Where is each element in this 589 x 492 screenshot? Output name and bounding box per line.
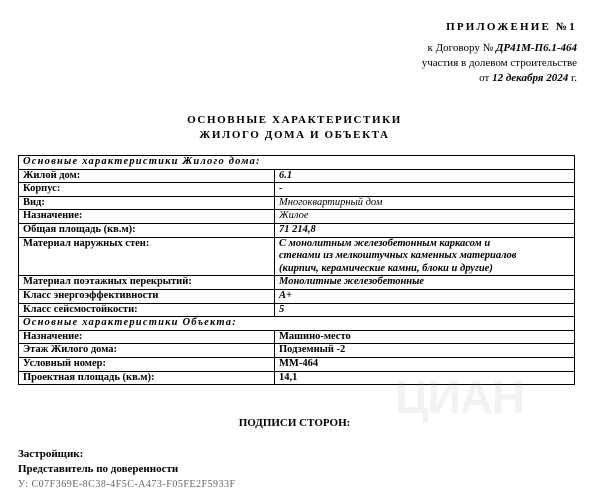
row-label: Вид: bbox=[19, 196, 275, 210]
row-label: Класс энергоэффективности bbox=[19, 289, 275, 303]
row-value: Подземный -2 bbox=[275, 344, 575, 358]
table-row bbox=[19, 223, 575, 237]
row-label: Проектная площадь (кв.м): bbox=[19, 371, 275, 385]
row-value: 5 bbox=[275, 303, 575, 317]
watermark-logo: ЦИАН bbox=[395, 371, 525, 423]
building-section-header: Основные характеристики Жилого дома: bbox=[19, 156, 575, 170]
wall-line: (кирпич, керамические камни, блоки и другие) bbox=[279, 262, 493, 274]
row-label: Условный номер: bbox=[19, 357, 275, 371]
row-value: Машино-место bbox=[275, 330, 575, 344]
representative-label: Представитель по доверенности bbox=[18, 463, 179, 475]
signature-code: У: C07F369E-8C38-4F5C-A473-F05FE2F5933F bbox=[18, 479, 236, 490]
appendix-header bbox=[422, 20, 577, 86]
table-row bbox=[19, 289, 575, 303]
table-row bbox=[19, 303, 575, 317]
row-value: Многоквартирный дом bbox=[275, 196, 575, 210]
contract-number: ДР41М-П6.1-464 bbox=[495, 42, 577, 54]
contract-prefix: к Договору № bbox=[427, 42, 496, 54]
row-value: - bbox=[275, 183, 575, 197]
table-row bbox=[19, 330, 575, 344]
signatures-title: ПОДПИСИ СТОРОН: bbox=[238, 417, 351, 429]
row-label: Жилой дом: bbox=[19, 169, 275, 183]
row-label: Корпус: bbox=[19, 183, 275, 197]
table-row bbox=[19, 344, 575, 358]
section-header-row bbox=[19, 317, 575, 331]
row-value: Жилое bbox=[275, 210, 575, 224]
wall-line: С монолитным железобетонным каркасом и bbox=[279, 237, 491, 249]
wall-line: стенами из мелкоштучных каменных материалов bbox=[279, 250, 517, 262]
characteristics-table bbox=[18, 155, 575, 385]
developer-block bbox=[18, 447, 236, 492]
date-prefix: от bbox=[479, 72, 493, 84]
row-value: ММ-464 bbox=[275, 357, 575, 371]
row-label: Материал наружных стен: bbox=[19, 237, 275, 276]
row-label: Материал поэтажных перекрытий: bbox=[19, 276, 275, 290]
table-row bbox=[19, 357, 575, 371]
row-value: 71 214,8 bbox=[275, 223, 575, 237]
table-row bbox=[19, 210, 575, 224]
table-row bbox=[19, 169, 575, 183]
table-row bbox=[19, 183, 575, 197]
document-title-line2: ЖИЛОГО ДОМА И ОБЪЕКТА bbox=[199, 129, 390, 141]
row-label: Назначение: bbox=[19, 330, 275, 344]
table-row bbox=[19, 276, 575, 290]
table-row bbox=[19, 237, 575, 276]
row-label: Класс сейсмостойкости: bbox=[19, 303, 275, 317]
appendix-title: ПРИЛОЖЕНИЕ №1 bbox=[446, 21, 577, 33]
contract-date: 12 декабря 2024 bbox=[492, 72, 569, 84]
document-title-line1: ОСНОВНЫЕ ХАРАКТЕРИСТИКИ bbox=[187, 114, 402, 126]
document-title bbox=[0, 113, 589, 143]
contract-type-line: участия в долевом строительстве bbox=[421, 57, 577, 69]
row-value: Монолитные железобетонные bbox=[275, 276, 575, 290]
row-label: Общая площадь (кв.м): bbox=[19, 223, 275, 237]
wall-material-value bbox=[275, 237, 575, 276]
object-section-header: Основные характеристики Объекта: bbox=[19, 317, 575, 331]
date-suffix: г. bbox=[568, 72, 577, 84]
row-value: 14,1 bbox=[275, 371, 575, 385]
row-value: 6.1 bbox=[275, 169, 575, 183]
row-label: Назначение: bbox=[19, 210, 275, 224]
contract-line bbox=[422, 41, 577, 56]
row-label: Этаж Жилого дома: bbox=[19, 344, 275, 358]
section-header-row bbox=[19, 156, 575, 170]
contract-date-line bbox=[422, 71, 577, 86]
row-value: А+ bbox=[275, 289, 575, 303]
developer-label: Застройщик: bbox=[18, 448, 84, 460]
table-row bbox=[19, 196, 575, 210]
